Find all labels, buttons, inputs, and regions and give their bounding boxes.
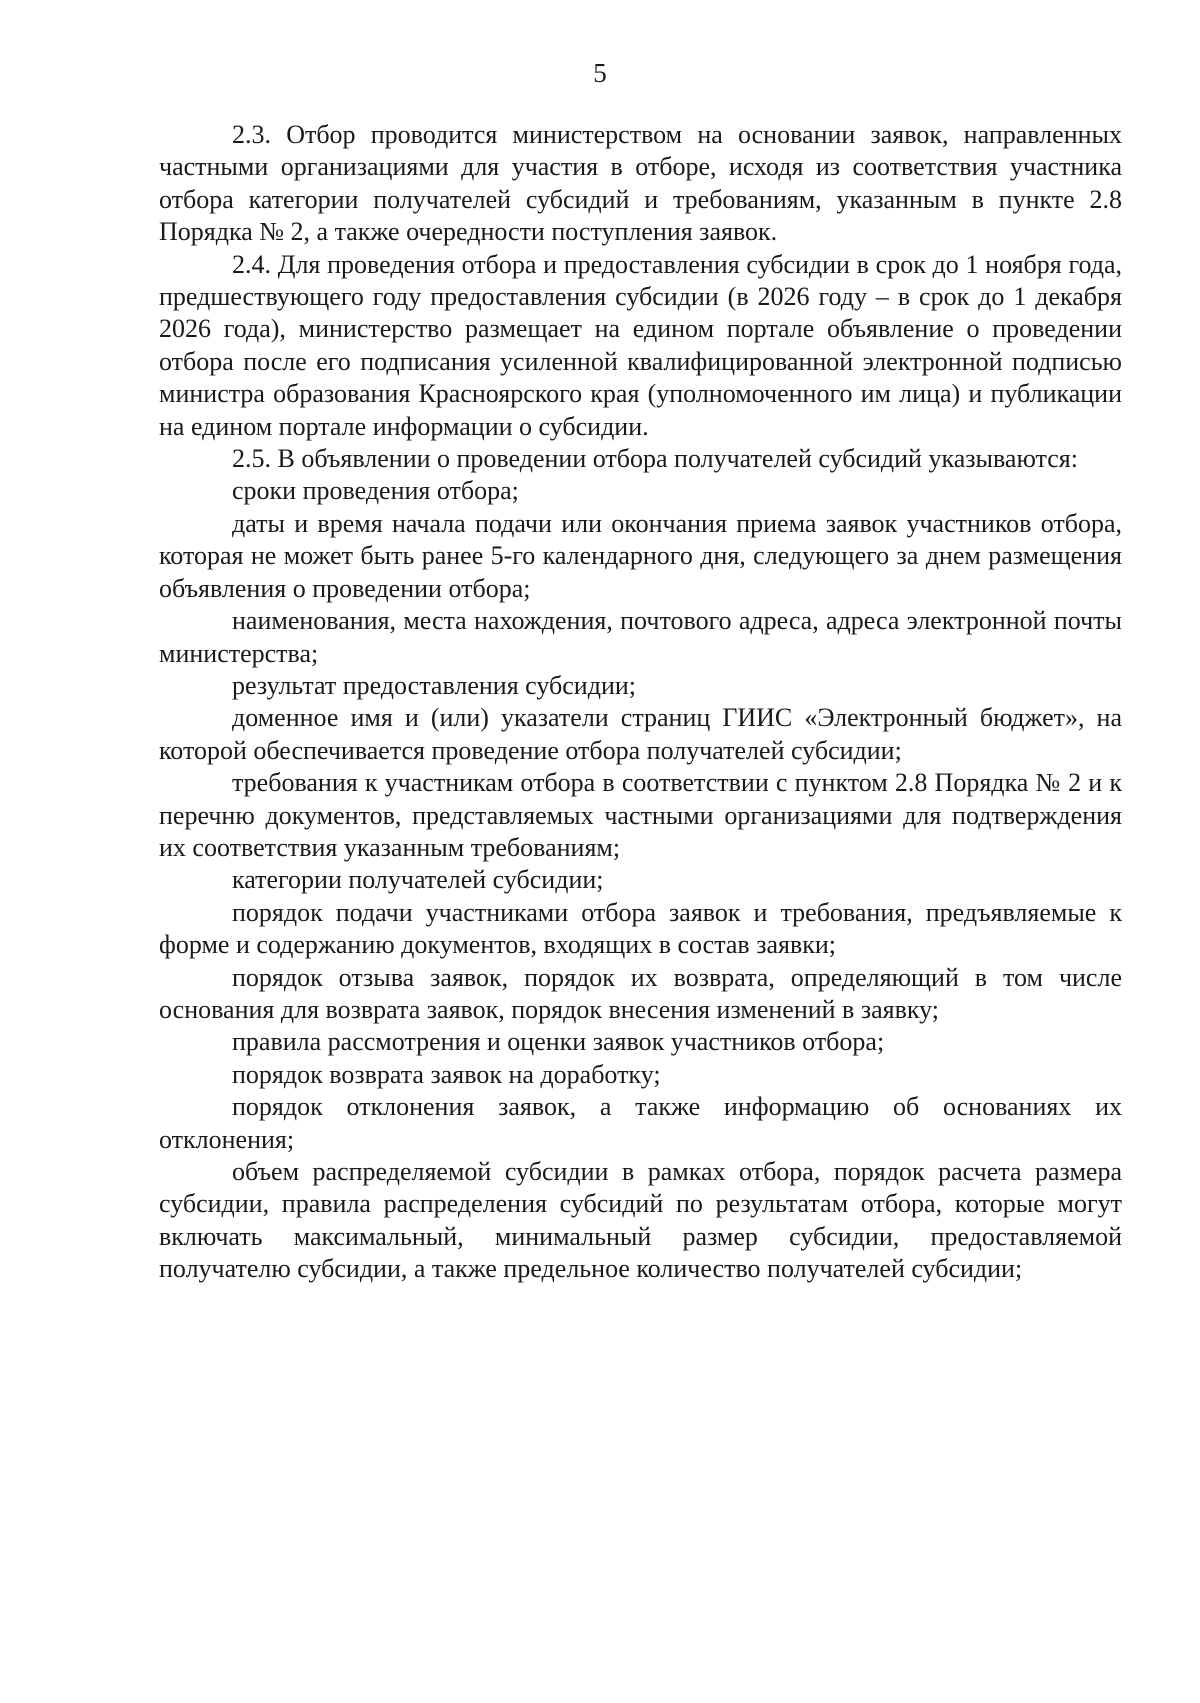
list-item: порядок отклонения заявок, а также информацию об основаниях их отклонения; [159, 1092, 1122, 1154]
paragraph-2-5: 2.5. В объявлении о проведении отбора получателей субсидий указываются: [232, 444, 1078, 474]
list-item: категории получателей субсидии; [232, 865, 604, 895]
list-item: порядок возврата заявок на доработку; [232, 1059, 661, 1089]
list-item: наименования, места нахождения, почтового адреса, адреса электронной почты министерства; [159, 606, 1122, 668]
list-item: требования к участникам отбора в соответствии с пунктом 2.8 Порядка № 2 и к перечню документов, представляемых частными организациями для подтверждения их соответствия указанным требованиям; [159, 768, 1122, 862]
list-item: сроки проведения отбора; [232, 476, 519, 506]
list-item: результат предоставления субсидии; [232, 670, 636, 700]
list-item: доменное имя и (или) указатели страниц ГИИС «Электронный бюджет», на которой обеспечивается проведение отбора получателей субсидии; [159, 703, 1122, 765]
list-item: объем распределяемой субсидии в рамках отбора, порядок расчета размера субсидии, правила распределения субсидий по результатам отбора, которые могут включать максимальный, минимальный размер субсидии, предоставляемой получателю субсидии, а также предельное количество получателей субсидии; [159, 1157, 1122, 1284]
list-item: порядок подачи участниками отбора заявок и требования, предъявляемые к форме и содержанию документов, входящих в состав заявки; [159, 897, 1122, 960]
paragraph-2-4: 2.4. Для проведения отбора и предоставления субсидии в срок до 1 ноября года, предшествующего году предоставления субсидии (в 2026 году – в срок до 1 декабря 2026 года), министерство размещает на едином портале объявление о проведении отбора после его подписания усиленной квалифицированной электронной подписью министра образования Красноярского края (уполномоченного им лица) и публикации на едином портале информации о субсидии. [159, 249, 1122, 441]
list-item: порядок отзыва заявок, порядок их возврата, определяющий в том числе основания для возврата заявок, порядок внесения изменений в заявку; [159, 962, 1122, 1024]
paragraph-2-3: 2.3. Отбор проводится министерством на основании заявок, направленных частными организациями для участия в отборе, исходя из соответствия участника отбора категории получателей субсидий и требованиям, указанным в пункте 2.8 Порядка № 2, а также очередности поступления заявок. [159, 120, 1122, 247]
body-text [159, 119, 1122, 1286]
list-item: правила рассмотрения и оценки заявок участников отбора; [232, 1027, 885, 1057]
list-item: даты и время начала подачи или окончания приема заявок участников отбора, которая не может быть ранее 5-го календарного дня, следующего за днем размещения объявления о проведении отбора; [159, 508, 1122, 603]
page-number: 5 [593, 58, 607, 88]
